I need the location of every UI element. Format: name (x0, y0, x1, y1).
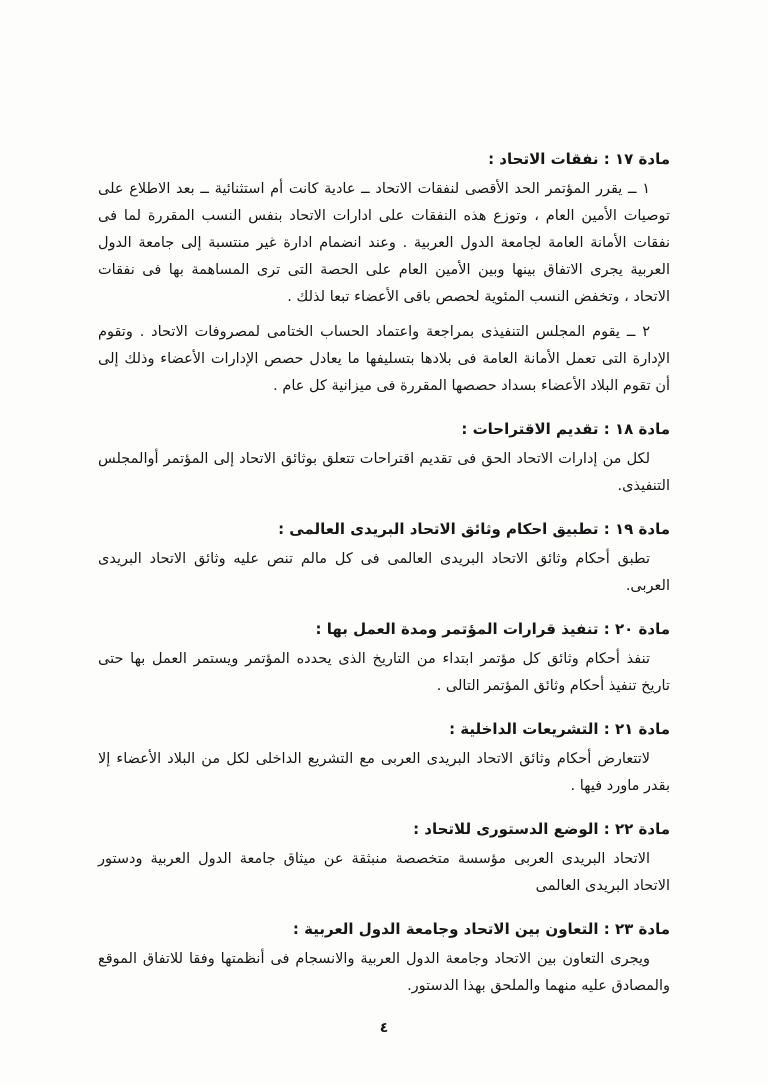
article-paragraph: ٢ ــ يقوم المجلس التنفيذى بمراجعة واعتماد الحساب الختامى لمصروفات الاتحاد . وتقوم الإدارة التى تعمل الأمانة العامة فى بلادها بتسليفها ما يعادل حصص الإدارات الأعضاء وذلك إلى أن تقوم البلاد الأعضاء بسداد حصصها المقررة فى ميزانية كل عام . (98, 324, 670, 394)
article-section-18 (98, 416, 670, 500)
article-section-17 (98, 146, 670, 400)
document-content (98, 146, 670, 1016)
article-section-20 (98, 616, 670, 700)
article-section-23 (98, 916, 670, 1000)
article-heading: مادة ٢٢ : الوضع الدستورى للاتحاد : (413, 820, 670, 838)
article-section-19 (98, 516, 670, 600)
article-heading: مادة ١٩ : تطبيق احكام وثائق الاتحاد البريدى العالمى : (278, 520, 670, 538)
article-paragraph: الاتحاد البريدى العربى مؤسسة متخصصة منبثقة عن ميثاق جامعة الدول العربية ودستور الاتحاد البريدى العالمى (98, 851, 670, 894)
article-heading: مادة ٢٣ : التعاون بين الاتحاد وجامعة الدول العربية : (292, 920, 670, 938)
article-section-21 (98, 716, 670, 800)
article-section-22 (98, 816, 670, 900)
article-paragraph: لاتتعارض أحكام وثائق الاتحاد البريدى العربى مع التشريع الداخلى لكل من البلاد الأعضاء إلا بقدر ماورد فيها . (98, 751, 670, 794)
article-heading: مادة ٢١ : التشريعات الداخلية : (449, 720, 670, 738)
article-heading: مادة ٢٠ : تنفيذ قرارات المؤتمر ومدة العمل بها : (315, 620, 670, 638)
article-paragraph: ١ ــ يقرر المؤتمر الحد الأقصى لنفقات الاتحاد ــ عادية كانت أم استثنائية ــ بعد الاطلاع على توصيات الأمين العام ، وتوزع هذه النفقات على ادارات الاتحاد بنفس النسب المقررة لما فى نفقات الأمانة العامة لجامعة الدول العربية . وعند انضمام ادارة غير منتسبة إلى جامعة الدول العربية يجرى الاتفاق بينها وبين الأمين العام على الحصة التى ترى المساهمة بها فى نفقات الاتحاد ، وتخفض النسب المئوية لحصص باقى الأعضاء تبعا لذلك . (98, 181, 670, 305)
article-paragraph: ويجرى التعاون بين الاتحاد وجامعة الدول العربية والانسجام فى أنظمتها وفقا للاتفاق الموقع والمصادق عليه منهما والملحق بهذا الدستور. (98, 951, 670, 994)
article-heading: مادة ١٨ : تقديم الاقتراحات : (461, 420, 670, 438)
article-paragraph: تنفذ أحكام وثائق كل مؤتمر ابتداء من التاريخ الذى يحدده المؤتمر ويستمر العمل بها حتى تاريخ تنفيذ أحكام وثائق المؤتمر التالى . (98, 651, 670, 694)
article-paragraph: لكل من إدارات الاتحاد الحق فى تقديم اقتراحات تتعلق بوثائق الاتحاد إلى المؤتمر أوالمجلس التنفيذى. (98, 451, 670, 494)
article-heading: مادة ١٧ : نفقات الاتحاد : (488, 150, 670, 168)
page-number: ٤ (379, 1020, 389, 1036)
article-paragraph: تطبق أحكام وثائق الاتحاد البريدى العالمى فى كل مالم تنص عليه وثائق الاتحاد البريدى العربى. (98, 551, 670, 594)
